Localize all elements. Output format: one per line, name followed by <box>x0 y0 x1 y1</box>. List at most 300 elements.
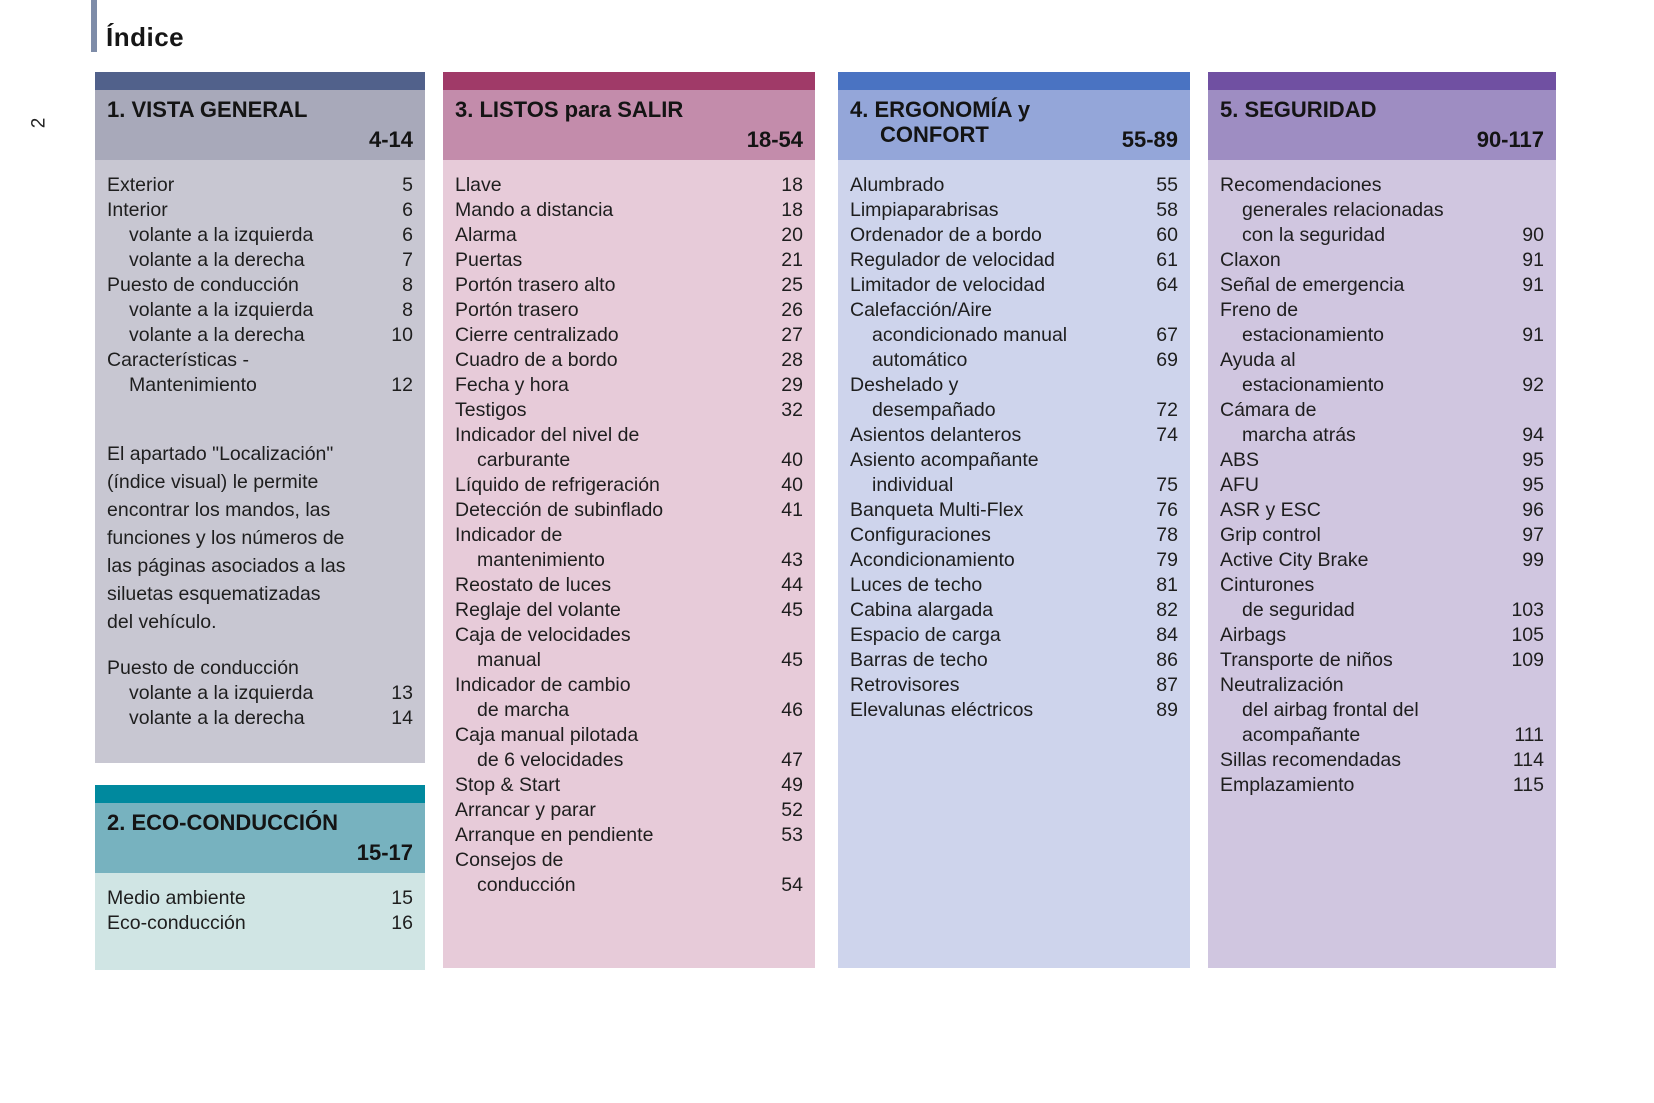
toc-entry-row <box>1220 198 1544 223</box>
toc-entry-label: Puertas <box>455 249 523 271</box>
toc-entry <box>455 173 803 198</box>
toc-entry-row <box>1220 448 1544 473</box>
toc-entry <box>1220 523 1544 548</box>
toc-entry-label: Retrovisores <box>850 674 960 696</box>
toc-entry-page-number: 32 <box>781 399 803 421</box>
note-line: siluetas esquematizadas <box>107 583 321 605</box>
toc-entry-row <box>1220 548 1544 573</box>
toc-entry-label: Airbags <box>1220 624 1287 646</box>
toc-entry <box>850 598 1178 623</box>
toc-entry <box>455 523 803 573</box>
toc-entry-page-number: 14 <box>391 707 413 729</box>
toc-entry-page-number: 52 <box>781 799 803 821</box>
toc-entry-page-number: 44 <box>781 574 803 596</box>
toc-entry-label: AFU <box>1220 474 1259 496</box>
toc-entry-page-number: 64 <box>1156 274 1178 296</box>
toc-entry-row <box>455 223 803 248</box>
toc-entry-label: Portón trasero <box>455 299 579 321</box>
toc-entry-page-number: 109 <box>1511 649 1544 671</box>
toc-entry <box>1220 273 1544 298</box>
toc-entry-row <box>455 573 803 598</box>
toc-entry-page-number: 90 <box>1522 224 1544 246</box>
toc-entry-label: Interior <box>107 199 168 221</box>
section-page-range: 15-17 <box>356 840 413 865</box>
toc-entry-row <box>850 248 1178 273</box>
toc-entry <box>850 198 1178 223</box>
toc-entry-page-number: 15 <box>391 887 413 909</box>
toc-entry-row <box>850 423 1178 448</box>
section-header <box>95 803 425 873</box>
section-title-line: 4. ERGONOMÍA y <box>850 97 1031 122</box>
section-title-line: 5. SEGURIDAD <box>1220 97 1377 122</box>
toc-entry-label: Consejos de <box>455 849 564 871</box>
note-line: las páginas asociados a las <box>107 555 346 577</box>
toc-entry-label: generales relacionadas <box>1242 199 1444 221</box>
toc-entry-label: Configuraciones <box>850 524 991 546</box>
toc-entry-page-number: 60 <box>1156 224 1178 246</box>
toc-entry-row <box>850 448 1178 473</box>
toc-entry-row <box>455 698 803 723</box>
toc-entry-row <box>107 706 413 731</box>
toc-entry-row <box>850 648 1178 673</box>
toc-entry <box>1220 548 1544 573</box>
toc-entry-label: Ordenador de a bordo <box>850 224 1042 246</box>
section-body <box>95 873 425 970</box>
section-body <box>95 160 425 763</box>
toc-entry <box>850 348 1178 373</box>
toc-entry <box>455 798 803 823</box>
toc-entry-label: Líquido de refrigeración <box>455 474 660 496</box>
toc-entry-label: Alarma <box>455 224 517 246</box>
toc-entry-row <box>455 373 803 398</box>
page-title: Índice <box>106 22 185 52</box>
toc-entry-page-number: 69 <box>1156 349 1178 371</box>
toc-entry <box>107 681 413 706</box>
toc-entry-label: Stop & Start <box>455 774 561 796</box>
toc-entry <box>850 498 1178 523</box>
toc-entry-row <box>107 173 413 198</box>
toc-entry-label: Señal de emergencia <box>1220 274 1405 296</box>
toc-entry-row <box>107 348 413 373</box>
section-color-strip <box>838 72 1190 90</box>
toc-entry <box>1220 748 1544 773</box>
toc-entry <box>107 886 413 911</box>
toc-entry-page-number: 115 <box>1512 774 1544 796</box>
toc-entry-label: Medio ambiente <box>107 887 246 909</box>
toc-entry-page-number: 89 <box>1156 699 1178 721</box>
toc-entry-page-number: 111 <box>1514 724 1544 746</box>
toc-entry <box>1220 448 1544 473</box>
toc-entry-page-number: 45 <box>781 649 803 671</box>
toc-entry-page-number: 8 <box>402 274 413 296</box>
toc-entry <box>107 706 413 731</box>
toc-entry-label: estacionamiento <box>1242 324 1385 346</box>
toc-entry-row <box>1220 398 1544 423</box>
toc-entry-label: automático <box>872 349 968 371</box>
toc-entry-row <box>455 873 803 898</box>
note-line: del vehículo. <box>107 611 217 633</box>
toc-entry <box>455 848 803 898</box>
toc-entry-row <box>1220 223 1544 248</box>
toc-entry-row <box>455 748 803 773</box>
toc-entry <box>1220 298 1544 348</box>
toc-entry-row <box>455 673 803 698</box>
toc-entry-label: volante a la derecha <box>129 324 305 346</box>
toc-entry-row <box>1220 523 1544 548</box>
toc-entry-page-number: 27 <box>781 324 803 346</box>
toc-entry-page-number: 21 <box>781 249 803 271</box>
toc-entry <box>850 273 1178 298</box>
toc-entry-label: Recomendaciones <box>1220 174 1382 196</box>
toc-entry-page-number: 46 <box>781 699 803 721</box>
toc-entry-row <box>1220 773 1544 798</box>
toc-entry <box>455 673 803 723</box>
toc-entry <box>455 248 803 273</box>
section-title-line: 2. ECO-CONDUCCIÓN <box>107 810 339 835</box>
toc-entry-row <box>850 698 1178 723</box>
toc-entry-row <box>1220 173 1544 198</box>
toc-entry-page-number: 75 <box>1156 474 1178 496</box>
toc-entry <box>850 698 1178 723</box>
section-body <box>838 160 1190 968</box>
toc-entry-label: Cámara de <box>1220 399 1317 421</box>
toc-entry-row <box>850 373 1178 398</box>
toc-entry-row <box>1220 698 1544 723</box>
toc-entry-row <box>850 173 1178 198</box>
toc-entry-row <box>107 323 413 348</box>
toc-entry-row <box>850 548 1178 573</box>
toc-entry-page-number: 95 <box>1522 474 1544 496</box>
toc-entry <box>850 573 1178 598</box>
toc-entry <box>107 323 413 348</box>
title-accent-bar <box>91 0 97 52</box>
toc-entry <box>455 473 803 498</box>
toc-entry-page-number: 84 <box>1156 624 1178 646</box>
toc-entry-page-number: 53 <box>781 824 803 846</box>
section-title-line: 1. VISTA GENERAL <box>107 97 308 122</box>
toc-entry-label: Portón trasero alto <box>455 274 616 296</box>
toc-entry-label: Espacio de carga <box>850 624 1001 646</box>
toc-entry-page-number: 58 <box>1156 199 1178 221</box>
toc-entry-label: Caja de velocidades <box>455 624 631 646</box>
toc-entry-row <box>1220 648 1544 673</box>
toc-entry-row <box>850 273 1178 298</box>
toc-entry-page-number: 25 <box>781 274 803 296</box>
toc-entry <box>1220 173 1544 248</box>
toc-entry-row <box>1220 373 1544 398</box>
toc-entry <box>850 248 1178 273</box>
toc-entry-page-number: 91 <box>1522 324 1544 346</box>
toc-entry <box>1220 248 1544 273</box>
section-page-range: 55-89 <box>1121 127 1178 152</box>
toc-entry <box>455 823 803 848</box>
toc-entry-page-number: 61 <box>1156 249 1178 271</box>
section-color-strip <box>95 785 425 803</box>
toc-entry-row <box>455 423 803 448</box>
toc-entry <box>107 173 413 198</box>
toc-entry-page-number: 94 <box>1522 424 1544 446</box>
toc-entry <box>107 348 413 398</box>
toc-entry <box>850 423 1178 448</box>
toc-entry-row <box>850 598 1178 623</box>
section-header <box>838 90 1190 160</box>
toc-entry-label: Caja manual pilotada <box>455 724 639 746</box>
toc-entry-page-number: 49 <box>781 774 803 796</box>
toc-entry-page-number: 95 <box>1522 449 1544 471</box>
toc-entry-label: Transporte de niños <box>1220 649 1393 671</box>
toc-entry-page-number: 105 <box>1511 624 1544 646</box>
toc-entry-label: Indicador de <box>455 524 563 546</box>
toc-entry-label: de 6 velocidades <box>477 749 624 771</box>
toc-entry-label: Banqueta Multi-Flex <box>850 499 1024 521</box>
toc-entry-label: Puesto de conducción <box>107 274 299 296</box>
toc-entry-row <box>850 473 1178 498</box>
toc-entry-label: Mantenimiento <box>129 374 257 396</box>
toc-entry-row <box>455 273 803 298</box>
section-listos-para-salir <box>443 72 815 968</box>
section-color-strip <box>95 72 425 90</box>
toc-entry-page-number: 91 <box>1522 274 1544 296</box>
toc-entry-label: Sillas recomendadas <box>1220 749 1402 771</box>
toc-entry-row <box>107 223 413 248</box>
toc-entry-row <box>1220 598 1544 623</box>
toc-entry <box>850 673 1178 698</box>
toc-entry-label: Asiento acompañante <box>850 449 1039 471</box>
toc-entry-row <box>850 223 1178 248</box>
toc-entry <box>107 656 413 681</box>
toc-entry-label: estacionamiento <box>1242 374 1385 396</box>
toc-entry-row <box>455 398 803 423</box>
toc-entry-row <box>850 498 1178 523</box>
toc-entry <box>455 198 803 223</box>
toc-entry-label: ASR y ESC <box>1220 499 1321 521</box>
section-page-range: 90-117 <box>1476 127 1544 152</box>
toc-entry-label: Reostato de luces <box>455 574 612 596</box>
toc-entry-label: conducción <box>477 874 576 896</box>
toc-entry <box>1220 573 1544 623</box>
toc-entry-label: Luces de techo <box>850 574 983 596</box>
toc-entry-row <box>1220 273 1544 298</box>
toc-entry-page-number: 8 <box>402 299 413 321</box>
toc-entry-row <box>1220 298 1544 323</box>
toc-entry <box>455 223 803 248</box>
toc-entry-label: marcha atrás <box>1242 424 1356 446</box>
toc-entry <box>455 323 803 348</box>
toc-entry-page-number: 41 <box>781 499 803 521</box>
section-seguridad <box>1208 72 1556 968</box>
toc-entry-row <box>850 573 1178 598</box>
toc-entry-page-number: 87 <box>1156 674 1178 696</box>
toc-entry <box>455 273 803 298</box>
section-color-strip <box>1208 72 1556 90</box>
toc-entry-page-number: 96 <box>1522 499 1544 521</box>
note-line: El apartado "Localización" <box>107 443 334 465</box>
note-line: (índice visual) le permite <box>107 471 319 493</box>
toc-entry-list <box>107 886 413 936</box>
toc-entry-row <box>455 248 803 273</box>
toc-entry <box>455 498 803 523</box>
toc-entry-row <box>1220 248 1544 273</box>
toc-entry-label: volante a la izquierda <box>129 682 314 704</box>
toc-entry-row <box>455 523 803 548</box>
toc-entry-row <box>1220 473 1544 498</box>
toc-entry <box>107 911 413 936</box>
toc-entry-label: acondicionado manual <box>872 324 1068 346</box>
toc-entry-row <box>455 548 803 573</box>
toc-entry-row <box>107 886 413 911</box>
toc-entry-page-number: 82 <box>1156 599 1178 621</box>
toc-entry <box>107 273 413 298</box>
toc-entry-row <box>455 348 803 373</box>
toc-entry-page-number: 28 <box>781 349 803 371</box>
section-eco-conduccion <box>95 785 425 970</box>
toc-entry-label: Acondicionamiento <box>850 549 1015 571</box>
toc-entry <box>1220 498 1544 523</box>
toc-entry-row <box>107 273 413 298</box>
section-title <box>455 97 803 122</box>
toc-entry-label: Indicador de cambio <box>455 674 631 696</box>
toc-entry-page-number: 74 <box>1156 424 1178 446</box>
toc-entry-page-number: 92 <box>1522 374 1544 396</box>
toc-entry-label: Detección de subinflado <box>455 499 664 521</box>
toc-entry-label: Asientos delanteros <box>850 424 1022 446</box>
section-title <box>1220 97 1544 122</box>
section-body <box>1208 160 1556 968</box>
toc-entry <box>850 623 1178 648</box>
section-page-range: 18-54 <box>746 127 803 152</box>
toc-entry-row <box>455 173 803 198</box>
toc-entry-page-number: 43 <box>781 549 803 571</box>
toc-entry-row <box>455 823 803 848</box>
toc-entry-label: Grip control <box>1220 524 1321 546</box>
toc-entry-page-number: 29 <box>781 374 803 396</box>
toc-entry-label: Limpiaparabrisas <box>850 199 999 221</box>
toc-entry <box>455 398 803 423</box>
toc-entry-page-number: 99 <box>1522 549 1544 571</box>
toc-entry-label: ABS <box>1220 449 1260 471</box>
toc-entry-label: Exterior <box>107 174 175 196</box>
toc-entry-label: Llave <box>455 174 502 196</box>
toc-entry <box>455 348 803 373</box>
toc-entry-label: con la seguridad <box>1242 224 1386 246</box>
toc-entry-label: acompañante <box>1242 724 1361 746</box>
toc-entry-row <box>850 673 1178 698</box>
toc-entry-row <box>1220 723 1544 748</box>
toc-entry-label: Mando a distancia <box>455 199 614 221</box>
toc-entry-page-number: 79 <box>1156 549 1178 571</box>
section-title <box>107 97 413 122</box>
toc-entry-page-number: 5 <box>402 174 413 196</box>
toc-entry-label: Cuadro de a bordo <box>455 349 618 371</box>
toc-entry-page-number: 6 <box>402 224 413 246</box>
toc-entry-row <box>850 348 1178 373</box>
toc-entry <box>455 423 803 473</box>
toc-entry <box>455 623 803 673</box>
toc-entry-label: Emplazamiento <box>1220 774 1355 796</box>
toc-entry-page-number: 40 <box>781 474 803 496</box>
section-ergonomia-y-confort <box>838 72 1190 968</box>
toc-entry-label: Características - <box>107 349 249 371</box>
toc-entry-row <box>107 198 413 223</box>
toc-entry <box>107 298 413 323</box>
toc-entry-label: volante a la derecha <box>129 249 305 271</box>
toc-entry-page-number: 20 <box>781 224 803 246</box>
toc-entry-label: Cabina alargada <box>850 599 994 621</box>
toc-entry-page-number: 6 <box>402 199 413 221</box>
toc-entry-row <box>1220 323 1544 348</box>
toc-entry-list <box>107 656 413 731</box>
toc-entry-row <box>455 448 803 473</box>
toc-entry-page-number: 47 <box>781 749 803 771</box>
section-color-strip <box>443 72 815 90</box>
toc-entry-row <box>1220 673 1544 698</box>
toc-entry-row <box>850 398 1178 423</box>
toc-entry-row <box>850 323 1178 348</box>
page-number: 2 <box>28 117 50 129</box>
toc-entry-label: Limitador de velocidad <box>850 274 1046 296</box>
toc-entry-label: Ayuda al <box>1220 349 1296 371</box>
toc-entry-label: Testigos <box>455 399 527 421</box>
toc-entry-page-number: 76 <box>1156 499 1178 521</box>
toc-entry-page-number: 78 <box>1156 524 1178 546</box>
toc-entry-row <box>455 798 803 823</box>
toc-entry-row <box>107 656 413 681</box>
toc-entry-row <box>455 323 803 348</box>
toc-entry-row <box>1220 498 1544 523</box>
toc-entry-row <box>455 648 803 673</box>
toc-entry-label: Cinturones <box>1220 574 1315 596</box>
section-header <box>443 90 815 160</box>
section-title <box>107 810 413 835</box>
toc-entry-row <box>455 623 803 648</box>
section-note <box>107 440 413 636</box>
toc-entry <box>1220 773 1544 798</box>
toc-entry-row <box>107 373 413 398</box>
toc-entry <box>1220 348 1544 398</box>
section-vista-general <box>95 72 425 763</box>
toc-entry-row <box>107 681 413 706</box>
toc-entry-row <box>455 723 803 748</box>
toc-entry <box>455 773 803 798</box>
toc-entry-page-number: 55 <box>1156 174 1178 196</box>
toc-entry <box>850 173 1178 198</box>
toc-entry-page-number: 40 <box>781 449 803 471</box>
toc-entry <box>850 298 1178 348</box>
toc-entry-row <box>455 298 803 323</box>
toc-entry <box>1220 623 1544 648</box>
toc-entry-label: individual <box>872 474 954 496</box>
toc-entry-row <box>850 623 1178 648</box>
toc-entry-list <box>455 173 803 898</box>
toc-entry-page-number: 26 <box>781 299 803 321</box>
toc-entry-row <box>850 523 1178 548</box>
toc-entry <box>107 223 413 248</box>
toc-entry-label: Arrancar y parar <box>455 799 596 821</box>
toc-entry-page-number: 67 <box>1156 324 1178 346</box>
toc-entry-label: Puesto de conducción <box>107 657 299 679</box>
section-header <box>95 90 425 160</box>
toc-entry-label: Neutralización <box>1220 674 1344 696</box>
toc-entry-page-number: 97 <box>1522 524 1544 546</box>
toc-entry-page-number: 114 <box>1512 749 1544 771</box>
toc-entry-page-number: 91 <box>1522 249 1544 271</box>
note-line: encontrar los mandos, las <box>107 499 331 521</box>
toc-entry-list <box>1220 173 1544 798</box>
toc-entry-label: Barras de techo <box>850 649 988 671</box>
toc-entry-label: desempañado <box>872 399 996 421</box>
toc-entry-label: manual <box>477 649 541 671</box>
toc-entry-label: del airbag frontal del <box>1242 699 1419 721</box>
